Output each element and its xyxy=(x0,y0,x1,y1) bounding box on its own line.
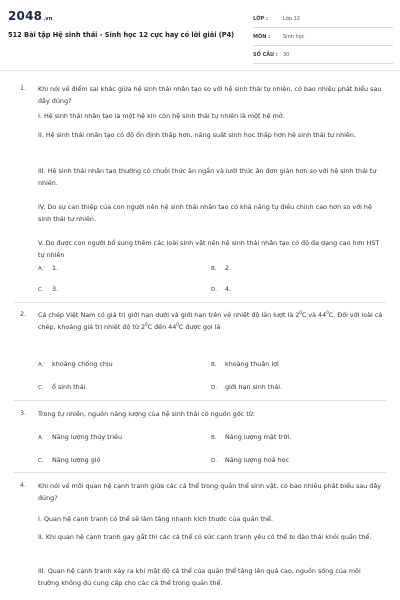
question-divider xyxy=(14,302,386,303)
option-text: ổ sinh thái. xyxy=(52,383,88,391)
meta-row-subject xyxy=(253,32,393,46)
statement: I. Hệ sinh thái nhân tạo là một hệ kín còn hệ sinh thái tự nhiên là một hệ mở. xyxy=(38,112,285,120)
meta-row-class xyxy=(253,14,393,28)
option-letter: C. xyxy=(38,287,44,293)
meta-info xyxy=(253,14,393,68)
option-letter: C. xyxy=(38,458,44,464)
answer-option-d[interactable] xyxy=(211,383,282,391)
question-number: 2. xyxy=(20,310,27,318)
option-text: Năng lượng mặt trời. xyxy=(225,433,292,441)
text-fragment: C và 44 xyxy=(301,311,327,319)
header-divider xyxy=(0,70,400,71)
option-letter: C. xyxy=(38,385,44,391)
answer-option-a[interactable] xyxy=(38,264,58,272)
option-text: 2. xyxy=(225,264,232,272)
question-number: 1. xyxy=(20,84,27,92)
answer-option-b[interactable] xyxy=(211,433,291,441)
option-letter: D. xyxy=(211,287,218,293)
answer-option-d[interactable] xyxy=(211,456,289,464)
question-text: Khi nói về điểm sai khác giữa hệ sinh thái nhân tạo so với hệ sinh thái tự nhiên, có bao nhiêu phát biểu sau đây đúng? xyxy=(38,85,382,105)
answer-option-b[interactable] xyxy=(211,360,279,368)
superscript: 0 xyxy=(299,309,302,315)
option-text: giới hạn sinh thái. xyxy=(225,383,283,391)
text-fragment: C đến 44 xyxy=(147,322,177,331)
option-text: khoảng thuận lợi xyxy=(225,360,279,368)
meta-row-count xyxy=(253,50,393,64)
superscript: 0 xyxy=(176,321,179,327)
statement: V. Do được con người bổ sung thêm các loài sinh vật nên hệ sinh thái nhân tạo có độ đa dạng cao hơn HST tự nhiên xyxy=(38,239,380,259)
option-text: 4. xyxy=(225,285,232,293)
question-divider xyxy=(14,400,386,401)
site-logo[interactable] xyxy=(8,9,53,23)
logo-suffix: .vn xyxy=(43,16,53,22)
answer-option-c[interactable] xyxy=(38,456,100,464)
text-fragment: C được gọi là xyxy=(178,322,221,331)
statement: III. Quan hệ cạnh tranh xảy ra khi mật độ cá thể của quần thể tăng lên quá cao, nguồn sống của môi trường không đủ cung cấp cho các cá thể trong quần thể. xyxy=(38,567,361,587)
answer-option-a[interactable] xyxy=(38,433,122,441)
option-letter: B. xyxy=(211,266,217,272)
question-divider xyxy=(14,472,386,473)
answer-option-d[interactable] xyxy=(211,285,231,293)
question-text: Khi nói về mối quan hệ cạnh tranh giữa các cá thể trong quần thể sinh vật, có bao nhiêu phát biểu sau đây đúng? xyxy=(38,482,382,502)
superscript: 0 xyxy=(326,309,329,315)
option-letter: D. xyxy=(211,385,218,391)
page-header xyxy=(0,0,400,72)
option-text: khoảng chống chịu xyxy=(52,360,113,368)
question-number: 4. xyxy=(20,481,27,489)
answer-option-a[interactable] xyxy=(38,360,113,368)
text-fragment: Cá chép Việt Nam có giá trị giới hạn dưới và giới hạn trên về nhiệt độ lần lượt là 2 xyxy=(38,311,300,319)
meta-label: LỚP : xyxy=(253,16,268,22)
answer-option-b[interactable] xyxy=(211,264,231,272)
answer-option-c[interactable] xyxy=(38,383,87,391)
logo-text: 2048 xyxy=(8,9,43,23)
meta-label: SỐ CÂU : xyxy=(253,52,278,58)
option-text: Năng lượng gió xyxy=(52,456,101,464)
statement: I. Quan hệ cạnh tranh có thể sẽ làm tăng nhanh kích thước của quần thể. xyxy=(38,515,273,523)
page-title: 512 Bài tập Hệ sinh thái - Sinh học 12 cực hay có lời giải (P4) xyxy=(8,31,235,39)
question-text xyxy=(38,310,383,333)
statement: III. Hệ sinh thái nhân tạo thường có chuỗi thức ăn ngắn và lưới thức ăn đơn giản hơn so với hệ sinh thái tự nhiên. xyxy=(38,167,377,187)
option-letter: A. xyxy=(38,362,44,368)
option-letter: A. xyxy=(38,435,44,441)
meta-value: 30 xyxy=(283,52,290,58)
statement: II. Khi quan hệ cạnh tranh gay gắt thì các cá thể có sức cạnh tranh yếu có thể bị đào thải khỏi quần thể. xyxy=(38,533,372,541)
text-fragment: C. Đối với loài cá chép, khoảng giá trị nhiệt độ từ 2 xyxy=(38,311,383,331)
meta-value: Lớp 12 xyxy=(283,16,300,22)
question-text: Trong tự nhiên, nguồn năng lượng của hệ sinh thái có nguồn gốc từ: xyxy=(38,410,255,418)
answer-option-c[interactable] xyxy=(38,285,58,293)
option-letter: B. xyxy=(211,362,217,368)
option-text: 1. xyxy=(52,264,59,272)
option-letter: B. xyxy=(211,435,217,441)
option-letter: A. xyxy=(38,266,44,272)
option-letter: D. xyxy=(211,458,218,464)
superscript: 0 xyxy=(145,321,148,327)
meta-value: Sinh học xyxy=(283,34,305,40)
option-text: Năng lượng thủy triều xyxy=(52,433,123,441)
question-number: 3. xyxy=(20,409,27,417)
option-text: 3. xyxy=(52,285,59,293)
statement: IV. Do sự can thiệp của con người nên hệ sinh thái nhân tạo có khả năng tự điều chỉnh cao hơn so với hệ sinh thái tự nhiên. xyxy=(38,203,372,223)
option-text: Năng lượng hoá học xyxy=(225,456,290,464)
statement: II. Hệ sinh thái nhân tạo có độ ổn định thấp hơn, năng suất sinh học thấp hơn hệ sinh thái tự nhiên. xyxy=(38,131,356,139)
meta-label: MÔN : xyxy=(253,34,271,40)
